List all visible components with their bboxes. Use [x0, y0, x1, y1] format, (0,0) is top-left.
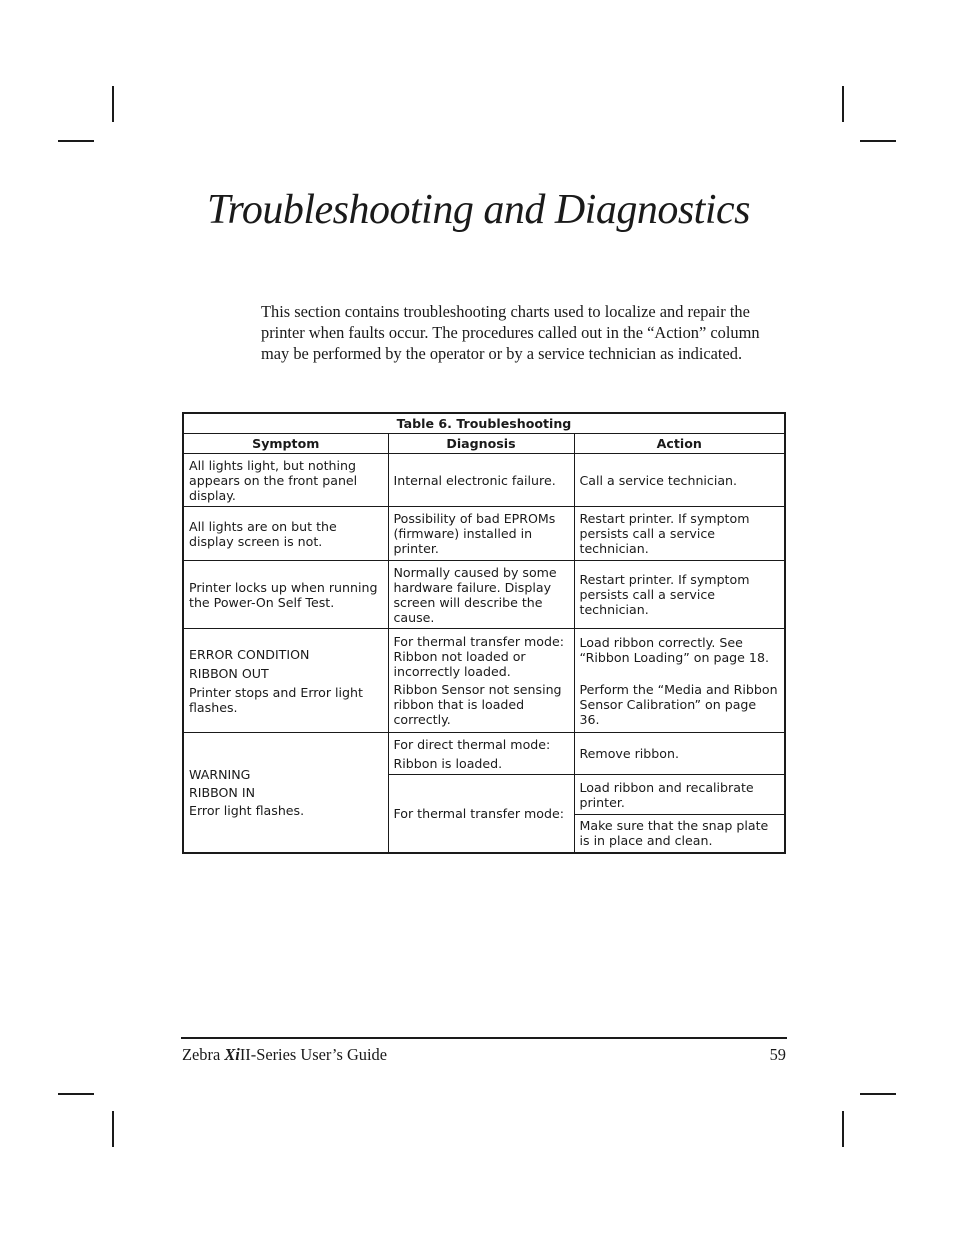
symptom-cell: [183, 629, 388, 733]
footer-rule: [181, 1037, 787, 1039]
diagnosis-cell: [388, 629, 574, 733]
crop-mark-top-left-horizontal: [58, 140, 94, 142]
table-row: [183, 733, 785, 775]
guide-prefix: Zebra: [182, 1045, 225, 1064]
action-cell: Restart printer. If symptom persists call a service technician.: [574, 507, 785, 561]
header-diagnosis: Diagnosis: [388, 434, 574, 454]
symptom-cell: [183, 733, 388, 853]
symptom-cell: All lights are on but the display screen is not.: [183, 507, 388, 561]
action-cell: [574, 629, 785, 733]
crop-mark-top-left-vertical: [112, 86, 114, 122]
symptom-line: RIBBON OUT: [189, 665, 269, 681]
symptom-line: WARNING: [189, 766, 251, 782]
diagnosis-line: For direct thermal mode:: [393, 736, 551, 752]
diagnosis-line: Ribbon Sensor not sensing ribbon that is loaded correctly.: [393, 682, 562, 727]
crop-mark-bottom-right-vertical: [842, 1111, 844, 1147]
diagnosis-cell: Normally caused by some hardware failure. Display screen will describe the cause.: [388, 561, 574, 629]
table-header-row: [183, 434, 785, 454]
diagnosis-cell: Internal electronic failure.: [388, 454, 574, 507]
diagnosis-cell: Possibility of bad EPROMs (firmware) installed in printer.: [388, 507, 574, 561]
page-title: Troubleshooting and Diagnostics: [207, 187, 750, 233]
footer-guide-title: [182, 1045, 387, 1065]
action-cell: Make sure that the snap plate is in place and clean.: [574, 815, 785, 853]
table-row: [183, 629, 785, 733]
crop-mark-top-right-vertical: [842, 86, 844, 122]
action-cell: Call a service technician.: [574, 454, 785, 507]
diagnosis-cell: For thermal transfer mode:: [388, 775, 574, 853]
troubleshooting-table: [182, 412, 786, 854]
table-row: [183, 454, 785, 507]
action-line: Perform the “Media and Ribbon Sensor Calibration” on page 36.: [579, 681, 778, 727]
header-symptom: Symptom: [183, 434, 388, 454]
diagnosis-cell: [388, 733, 574, 775]
action-line: Load ribbon correctly. See “Ribbon Loading” on page 18.: [579, 634, 769, 665]
diagnosis-line: For thermal transfer mode: Ribbon not loaded or incorrectly loaded.: [393, 634, 564, 679]
table-caption-row: [183, 413, 785, 434]
symptom-line: Printer stops and Error light flashes.: [189, 684, 363, 715]
diagnosis-line: Ribbon is loaded.: [393, 755, 503, 771]
symptom-line: ERROR CONDITION: [189, 646, 310, 662]
crop-mark-top-right-horizontal: [860, 140, 896, 142]
header-action: Action: [574, 434, 785, 454]
crop-mark-bottom-left-vertical: [112, 1111, 114, 1147]
guide-suffix: II-Series User’s Guide: [239, 1045, 387, 1064]
page-number: 59: [769, 1045, 786, 1064]
symptom-line: Error light flashes.: [189, 802, 305, 818]
table-caption: Table 6. Troubleshooting: [183, 413, 785, 434]
action-cell: Restart printer. If symptom persists call a service technician.: [574, 561, 785, 629]
symptom-cell: Printer locks up when running the Power-On Self Test.: [183, 561, 388, 629]
intro-paragraph: This section contains troubleshooting charts used to localize and repair the printer when faults occur. The procedures called out in the “Action” column may be performed by the operator or by a service technician as indicated.: [261, 302, 760, 363]
table-row: [183, 507, 785, 561]
table-row: [183, 561, 785, 629]
guide-model: Xi: [224, 1045, 240, 1064]
action-cell: Load ribbon and recalibrate printer.: [574, 775, 785, 815]
crop-mark-bottom-left-horizontal: [58, 1093, 94, 1095]
symptom-cell: All lights light, but nothing appears on the front panel display.: [183, 454, 388, 507]
action-cell: Remove ribbon.: [574, 733, 785, 775]
crop-mark-bottom-right-horizontal: [860, 1093, 896, 1095]
symptom-line: RIBBON IN: [189, 784, 255, 800]
